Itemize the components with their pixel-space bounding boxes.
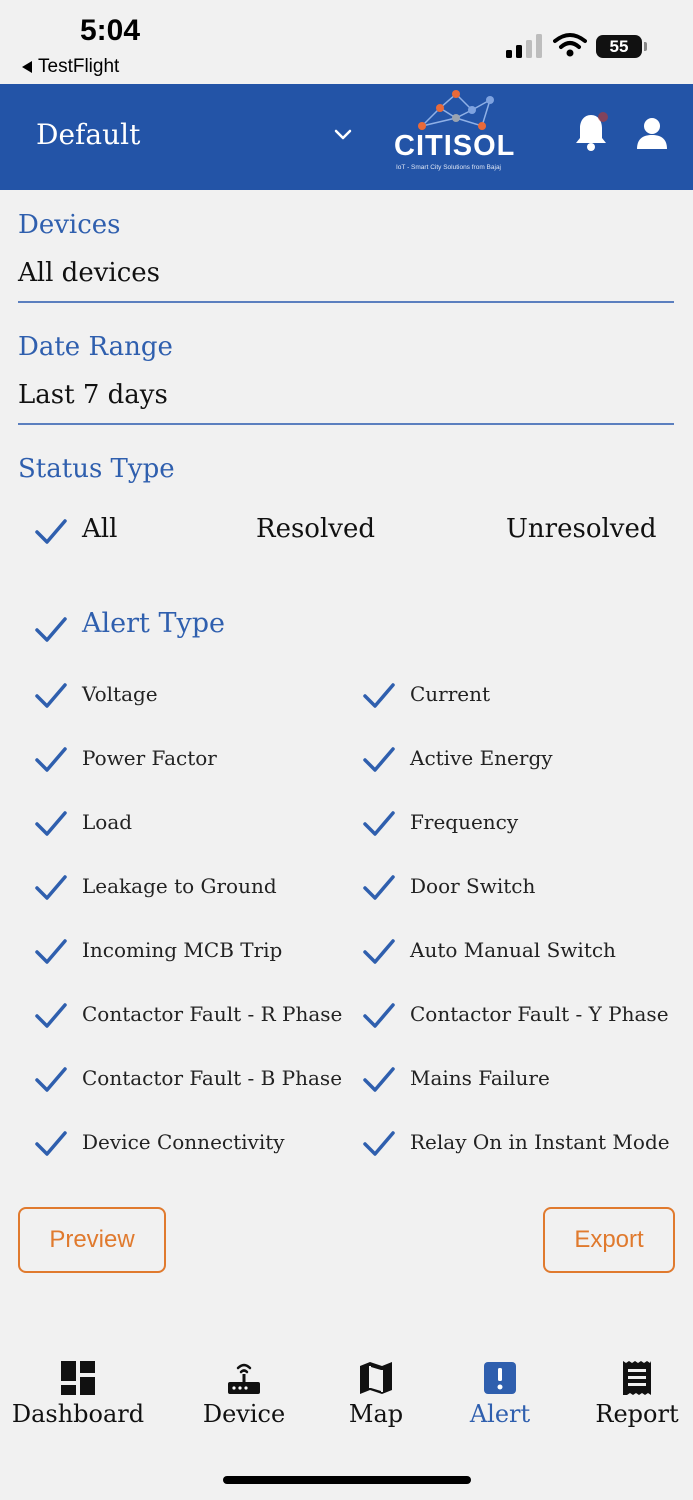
preview-button[interactable]: Preview — [18, 1207, 166, 1273]
cellular-signal-icon — [506, 34, 546, 58]
wifi-icon — [553, 32, 587, 58]
devices-select[interactable]: All devices — [18, 258, 160, 288]
alert-icon — [480, 1358, 520, 1398]
logo-text: CITISOL — [394, 130, 516, 162]
tab-alert[interactable] — [462, 1340, 538, 1428]
alert-type-option[interactable]: Active Energy — [410, 746, 553, 770]
dashboard-icon — [58, 1358, 98, 1398]
citisol-logo — [392, 88, 544, 180]
alert-type-option[interactable]: Door Switch — [410, 874, 536, 898]
checkmark-icon[interactable] — [362, 1130, 396, 1158]
checkmark-icon[interactable] — [34, 810, 68, 838]
status-option-resolved[interactable]: Resolved — [256, 514, 375, 544]
alert-type-option[interactable]: Current — [410, 682, 491, 706]
tab-label: Dashboard — [11, 1400, 145, 1428]
date-range-label: Date Range — [18, 332, 173, 362]
receipt-icon — [617, 1358, 657, 1398]
status-option-all[interactable]: All — [82, 514, 118, 544]
router-icon — [224, 1358, 264, 1398]
back-arrow-icon — [22, 61, 32, 73]
home-indicator — [223, 1476, 471, 1484]
tab-report[interactable] — [592, 1340, 682, 1428]
tab-label: Device — [202, 1400, 286, 1428]
alert-type-option[interactable]: Contactor Fault - B Phase — [82, 1066, 343, 1090]
checkmark-icon[interactable] — [34, 1002, 68, 1030]
checkmark-icon[interactable] — [362, 682, 396, 710]
app-header — [0, 84, 693, 190]
tab-device[interactable] — [196, 1340, 292, 1428]
bell-icon[interactable] — [574, 112, 608, 152]
checkmark-icon[interactable] — [362, 1002, 396, 1030]
tab-label: Alert — [469, 1400, 531, 1428]
alert-type-option[interactable]: Leakage to Ground — [82, 874, 277, 898]
tab-label: Map — [348, 1400, 404, 1428]
back-app-label: TestFlight — [38, 56, 120, 77]
checkmark-icon[interactable] — [362, 938, 396, 966]
status-type-label: Status Type — [18, 454, 175, 484]
checkmark-icon[interactable] — [34, 1066, 68, 1094]
alert-type-option[interactable]: Contactor Fault - R Phase — [82, 1002, 343, 1026]
checkmark-icon[interactable] — [34, 616, 68, 644]
status-time: 5:04 — [80, 14, 141, 47]
tab-label: Report — [595, 1400, 679, 1428]
checkmark-icon[interactable] — [34, 746, 68, 774]
checkmark-icon[interactable] — [362, 810, 396, 838]
alert-type-option[interactable]: Frequency — [410, 810, 519, 834]
checkmark-icon[interactable] — [34, 1130, 68, 1158]
date-range-underline — [18, 423, 674, 425]
checkmark-icon[interactable] — [34, 938, 68, 966]
alert-type-option[interactable]: Auto Manual Switch — [410, 938, 616, 962]
chevron-down-icon[interactable] — [334, 128, 352, 142]
alert-type-option[interactable]: Voltage — [82, 682, 158, 706]
battery-icon: 55 — [596, 35, 642, 58]
checkmark-icon[interactable] — [362, 746, 396, 774]
alert-type-label[interactable]: Alert Type — [82, 608, 225, 639]
map-icon — [356, 1358, 396, 1398]
tab-dashboard[interactable] — [11, 1340, 145, 1428]
alert-type-option[interactable]: Incoming MCB Trip — [82, 938, 283, 962]
alert-type-option[interactable]: Contactor Fault - Y Phase — [410, 1002, 669, 1026]
alert-type-option[interactable]: Load — [82, 810, 133, 834]
devices-label: Devices — [18, 210, 121, 240]
checkmark-icon[interactable] — [362, 1066, 396, 1094]
alert-type-option[interactable]: Device Connectivity — [82, 1130, 285, 1154]
alert-type-option[interactable]: Mains Failure — [410, 1066, 550, 1090]
tab-map[interactable] — [338, 1340, 414, 1428]
checkmark-icon[interactable] — [362, 874, 396, 902]
status-bar — [0, 0, 693, 84]
devices-underline — [18, 301, 674, 303]
status-option-unresolved[interactable]: Unresolved — [506, 514, 657, 544]
checkmark-icon[interactable] — [34, 682, 68, 710]
user-profile-icon[interactable] — [634, 116, 670, 150]
date-range-select[interactable]: Last 7 days — [18, 380, 168, 410]
export-button[interactable]: Export — [543, 1207, 675, 1273]
logo-tagline: IoT - Smart City Solutions from Bajaj — [396, 164, 501, 171]
project-select[interactable]: Default — [36, 118, 141, 151]
alert-type-option[interactable]: Relay On in Instant Mode — [410, 1130, 670, 1154]
checkmark-icon[interactable] — [34, 874, 68, 902]
back-to-testflight-link[interactable] — [22, 56, 119, 78]
alert-type-option[interactable]: Power Factor — [82, 746, 217, 770]
battery-tip — [644, 42, 647, 51]
checkmark-icon[interactable] — [34, 518, 68, 546]
